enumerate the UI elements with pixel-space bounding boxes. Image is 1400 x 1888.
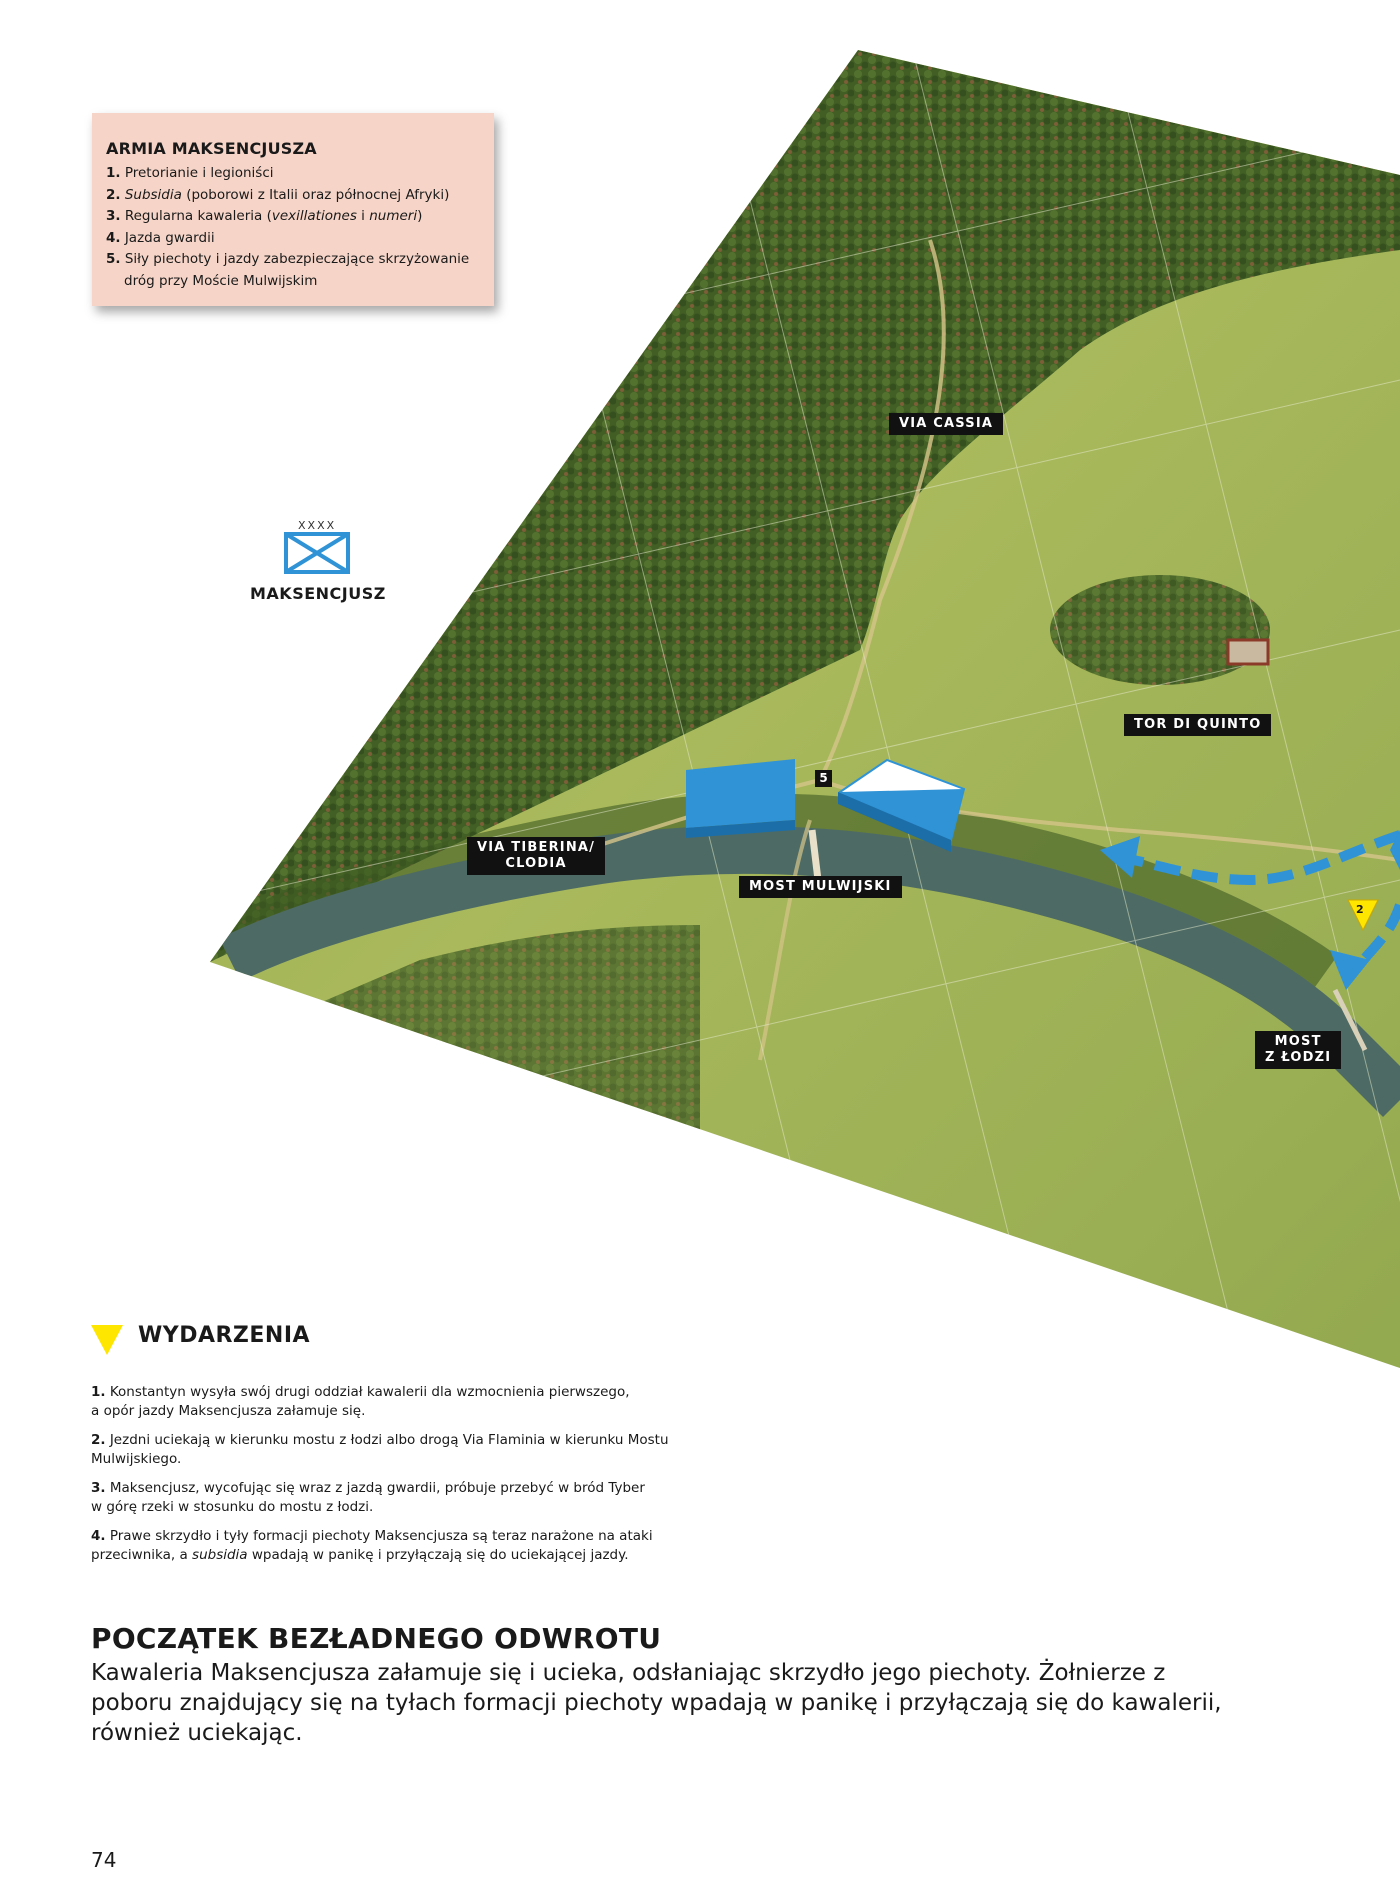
event-item: 2. Jezdni uciekają w kierunku mostu z łodzi albo drogą Via Flaminia w kierunku Mostu Mulwijskiego. bbox=[91, 1432, 669, 1467]
legend-item: 1. Pretorianie i legioniści bbox=[106, 165, 274, 181]
label-via-cassia: VIA CASSIA bbox=[889, 413, 1003, 435]
unit-5-marker: 5 bbox=[815, 770, 832, 787]
label-via-tiberina: VIA TIBERINA/ CLODIA bbox=[467, 837, 605, 875]
legend-list bbox=[106, 163, 469, 292]
legend-item: 2. Subsidia (poborowi z Italii oraz północnej Afryki) bbox=[106, 186, 450, 203]
event-item: 3. Maksencjusz, wycofując się wraz z jazdą gwardii, próbuje przebyć w bród Tyber w górę rzeki w stosunku do mostu z łodzi. bbox=[91, 1480, 645, 1515]
label-tor-di-quinto: TOR DI QUINTO bbox=[1124, 714, 1271, 736]
event-item: 4. Prawe skrzydło i tyły formacji piechoty Maksencjusza są teraz narażone na ataki przeciwnika, a subsidia wpadają w panikę i przyłączają się do uciekającej jazdy. bbox=[91, 1528, 653, 1563]
commander-name: MAKSENCJUSZ bbox=[250, 584, 386, 603]
echelon-marker: XXXX bbox=[298, 519, 337, 532]
legend-item: 5. Siły piechoty i jazdy zabezpieczające skrzyżowanie dróg przy Moście Mulwijskim bbox=[106, 251, 470, 289]
legend-title: ARMIA MAKSENCJUSZA bbox=[106, 139, 317, 158]
page-number: 74 bbox=[91, 1848, 117, 1872]
label-most-mulwijski: MOST MULWIJSKI bbox=[739, 876, 902, 898]
label-most-z-lodzi: MOST Z ŁODZI bbox=[1255, 1031, 1341, 1069]
events-title: WYDARZENIA bbox=[138, 1323, 311, 1348]
maxentius-hq-symbol bbox=[286, 534, 348, 572]
legend-item: 3. Regularna kawaleria (vexillationes i numeri) bbox=[106, 208, 423, 224]
legend-item: 4. Jazda gwardii bbox=[106, 229, 215, 246]
event-item: 1. Konstantyn wysyła swój drugi oddział kawalerii dla wzmocnienia pierwszego, a opór jazdy Maksencjusza załamuje się. bbox=[91, 1384, 630, 1419]
events-list bbox=[91, 1383, 671, 1575]
section-body: Kawaleria Maksencjusza załamuje się i ucieka, odsłaniając skrzydło jego piechoty. Żołnierze z poboru znajdujący się na tyłach formacji piechoty wpadają w panikę i przyłączają się do kawalerii, również uciekając. bbox=[91, 1660, 1222, 1746]
legend-box bbox=[92, 113, 494, 306]
section-title: POCZĄTEK BEZŁADNEGO ODWROTU bbox=[91, 1622, 662, 1655]
events-triangle-icon bbox=[91, 1325, 123, 1355]
event-2-number: 2 bbox=[1356, 903, 1364, 916]
unit-infantry-block bbox=[686, 759, 795, 838]
villa-grove bbox=[1050, 575, 1270, 685]
